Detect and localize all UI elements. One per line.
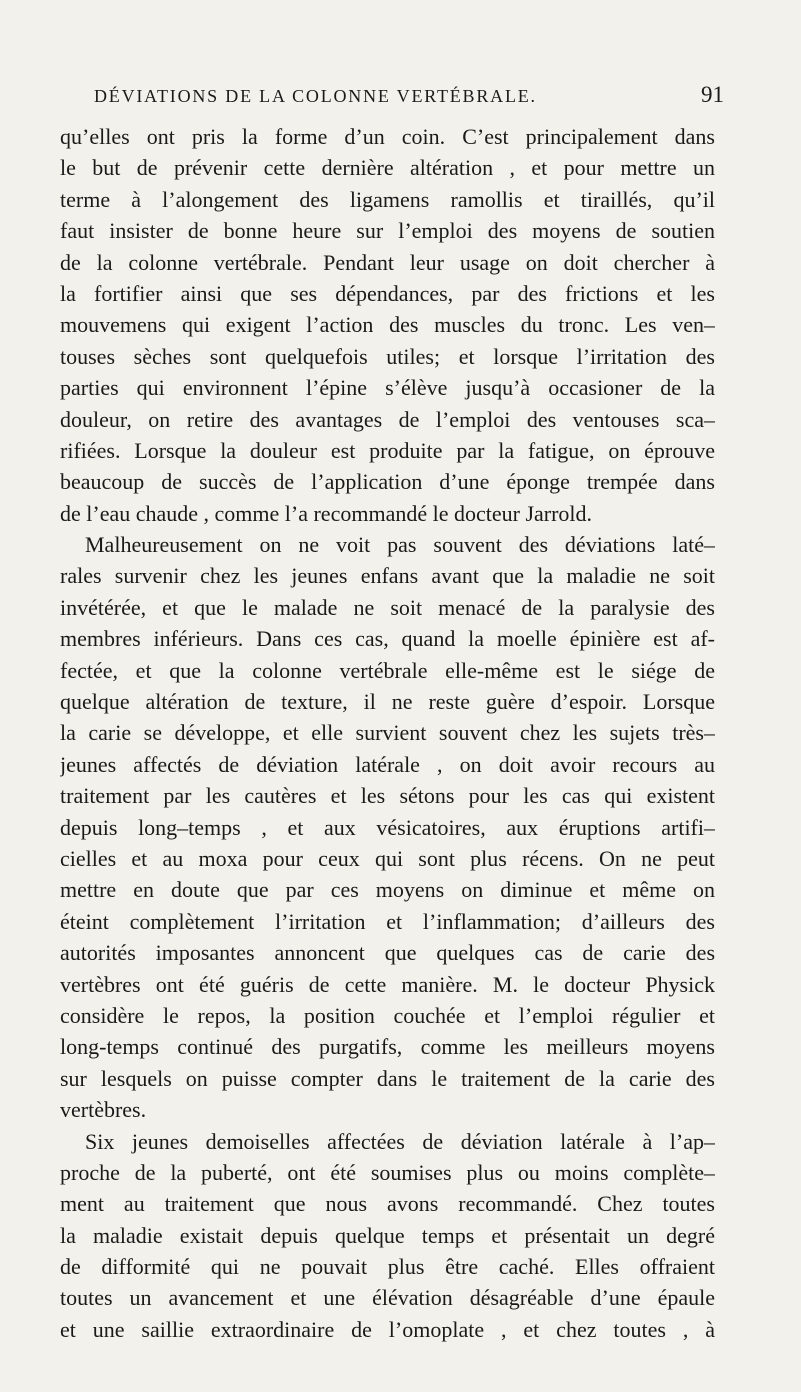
text-line: et une saillie extraordinaire de l’omoplate , et chez toutes , à bbox=[60, 1316, 715, 1342]
text-line: cielles et au moxa pour ceux qui sont plus récens. On ne peut bbox=[60, 845, 715, 871]
text-line: la maladie existait depuis quelque temps et présentait un degré bbox=[60, 1222, 715, 1248]
text-line: sur lesquels on puisse compter dans le traitement de la carie des bbox=[60, 1065, 715, 1091]
paragraph-2 bbox=[60, 529, 715, 1125]
paragraph-1 bbox=[60, 121, 715, 529]
text-line: touses sèches sont quelquefois utiles; et lorsque l’irritation des bbox=[60, 343, 715, 369]
text-line: Malheureusement on ne voit pas souvent des déviations laté– bbox=[85, 532, 715, 558]
text-line: éteint complètement l’irritation et l’inflammation; d’ailleurs des bbox=[60, 908, 715, 934]
text-line: rales survenir chez les jeunes enfans avant que la maladie ne soit bbox=[60, 563, 715, 589]
text-line: la fortifier ainsi que ses dépendances, par des frictions et les bbox=[60, 280, 715, 306]
text-line: le but de prévenir cette dernière altération , et pour mettre un bbox=[60, 155, 715, 181]
text-line: de difformité qui ne pouvait plus être caché. Elles offraient bbox=[60, 1254, 715, 1280]
text-line: mettre en doute que par ces moyens on diminue et même on bbox=[60, 877, 715, 903]
text-line: vertèbres ont été guéris de cette manière. M. le docteur Physick bbox=[60, 971, 715, 997]
text-line: Six jeunes demoiselles affectées de déviation latérale à l’ap– bbox=[85, 1128, 715, 1154]
text-line: douleur, on retire des avantages de l’emploi des ventouses sca– bbox=[60, 406, 715, 432]
text-line: ment au traitement que nous avons recommandé. Chez toutes bbox=[60, 1191, 715, 1217]
text-line: membres inférieurs. Dans ces cas, quand la moelle épinière est af- bbox=[60, 626, 715, 652]
text-line: fectée, et que la colonne vertébrale elle-même est le siége de bbox=[60, 657, 715, 683]
text-line: autorités imposantes annoncent que quelques cas de carie des bbox=[60, 940, 715, 966]
text-line: traitement par les cautères et les sétons pour les cas qui existent bbox=[60, 783, 715, 809]
text-line: faut insister de bonne heure sur l’emploi des moyens de soutien bbox=[60, 218, 715, 244]
running-title: DÉVIATIONS DE LA COLONNE VERTÉBRALE. bbox=[94, 86, 537, 106]
text-line: quelque altération de texture, il ne reste guère d’espoir. Lorsque bbox=[60, 689, 715, 715]
text-line: long-temps continué des purgatifs, comme les meilleurs moyens bbox=[60, 1034, 715, 1060]
text-line: proche de la puberté, ont été soumises plus ou moins complète– bbox=[60, 1159, 715, 1185]
text-line: de l’eau chaude , comme l’a recommandé le docteur Jarrold. bbox=[60, 500, 593, 526]
paragraph-3 bbox=[60, 1126, 715, 1346]
text-line: depuis long–temps , et aux vésicatoires, aux éruptions artifi– bbox=[60, 814, 715, 840]
text-line: parties qui environnent l’épine s’élève jusqu’à occasioner de la bbox=[60, 375, 715, 401]
page-number: 91 bbox=[701, 82, 724, 107]
text-line: invétérée, et que le malade ne soit menacé de la paralysie des bbox=[60, 594, 715, 620]
text-line: rifiées. Lorsque la douleur est produite par la fatigue, on éprouve bbox=[60, 437, 715, 463]
body-text bbox=[60, 121, 715, 1345]
text-line: qu’elles ont pris la forme d’un coin. C’est principalement dans bbox=[60, 124, 715, 149]
text-line: beaucoup de succès de l’application d’une éponge trempée dans bbox=[60, 469, 715, 495]
text-line: de la colonne vertébrale. Pendant leur usage on doit chercher à bbox=[60, 249, 715, 275]
page-header bbox=[94, 82, 724, 116]
text-line: la carie se développe, et elle survient souvent chez les sujets très– bbox=[60, 720, 715, 746]
text-line: mouvemens qui exigent l’action des muscles du tronc. Les ven– bbox=[60, 312, 715, 338]
text-line: jeunes affectés de déviation latérale , on doit avoir recours au bbox=[60, 751, 715, 777]
text-line: toutes un avancement et une élévation désagréable d’une épaule bbox=[60, 1285, 715, 1311]
text-line: terme à l’alongement des ligamens ramollis et tiraillés, qu’il bbox=[60, 186, 715, 212]
text-line: vertèbres. bbox=[60, 1097, 147, 1123]
text-line: considère le repos, la position couchée et l’emploi régulier et bbox=[60, 1002, 715, 1028]
